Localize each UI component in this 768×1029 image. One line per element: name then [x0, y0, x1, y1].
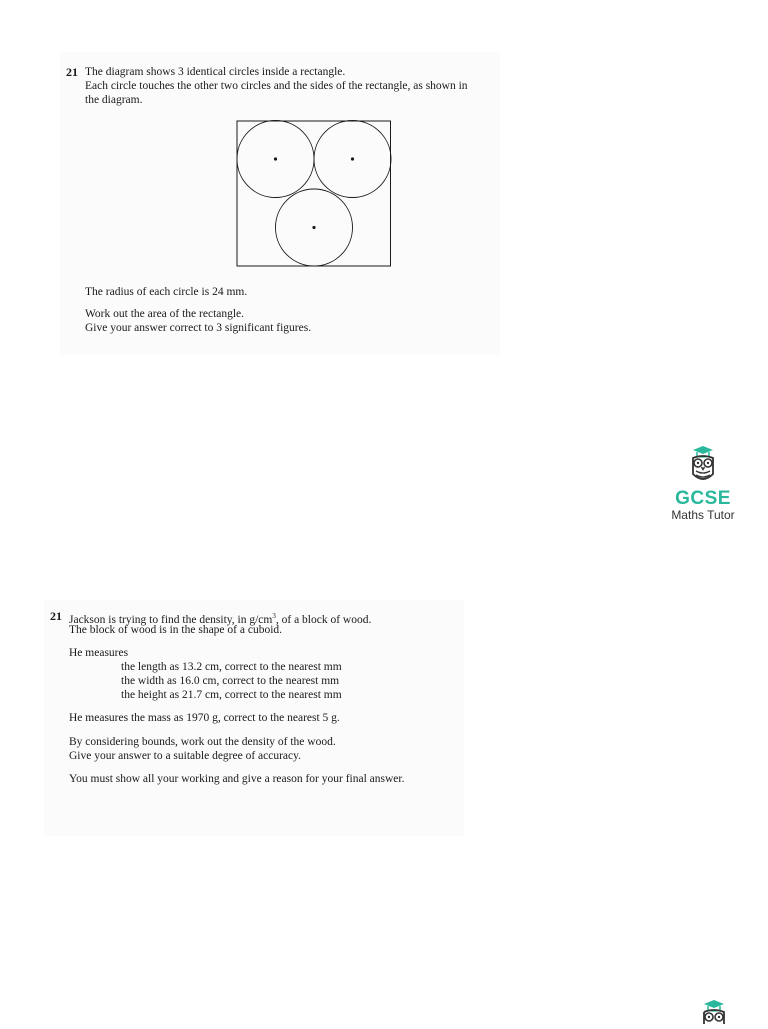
question-2-measurement-width: the width as 16.0 cm, correct to the nearest mm: [121, 675, 340, 687]
circles-in-rectangle-diagram: [236, 120, 392, 268]
owl-logo-partial: [694, 998, 734, 1029]
logo-title: GCSE: [675, 488, 731, 509]
question-1-task-line-2: Give your answer correct to 3 significant figures.: [85, 322, 312, 334]
question-2-bounds-line-2: Give your answer to a suitable degree of accuracy.: [69, 750, 302, 762]
question-1-number: 21: [66, 65, 78, 79]
rectangle: [237, 121, 391, 266]
question-2-intro-suffix: , of a block of wood.: [275, 613, 372, 626]
gcse-maths-tutor-logo: [665, 444, 741, 522]
centre-dot-top-left: [274, 157, 277, 160]
question-2-bounds-line-1: By considering bounds, work out the density of the wood.: [69, 736, 336, 748]
question-2-measurement-length: the length as 13.2 cm, correct to the nearest mm: [121, 661, 342, 673]
centre-dot-top-right: [351, 157, 354, 160]
question-2-intro-prefix: Jackson is trying to find the density, in g/cm: [69, 613, 273, 626]
question-1-task-line-1: Work out the area of the rectangle.: [85, 308, 245, 320]
question-2-measurement-height: the height as 21.7 cm, correct to the nearest mm: [121, 689, 342, 701]
question-1-text-line-1: The diagram shows 3 identical circles inside a rectangle.: [85, 66, 346, 78]
question-1-text-line-2: Each circle touches the other two circles and the sides of the rectangle, as shown in: [85, 80, 468, 92]
question-1-text-line-3: the diagram.: [85, 94, 143, 106]
question-2-number: 21: [50, 609, 62, 623]
question-2-intro-superscript: 3: [272, 612, 276, 620]
question-2-final-line: You must show all your working and give a reason for your final answer.: [69, 773, 405, 785]
question-2-measures-label: He measures: [69, 647, 129, 659]
centre-dot-bottom: [312, 226, 315, 229]
question-2-mass-line: He measures the mass as 1970 g, correct to the nearest 5 g.: [69, 712, 340, 724]
owl-graduate-icon: [685, 444, 721, 484]
logo-subtitle: Maths Tutor: [671, 508, 735, 522]
question-2-line-2: The block of wood is in the shape of a cuboid.: [69, 624, 283, 636]
owl-graduate-icon: [696, 998, 732, 1024]
question-1-radius-line: The radius of each circle is 24 mm.: [85, 286, 248, 298]
